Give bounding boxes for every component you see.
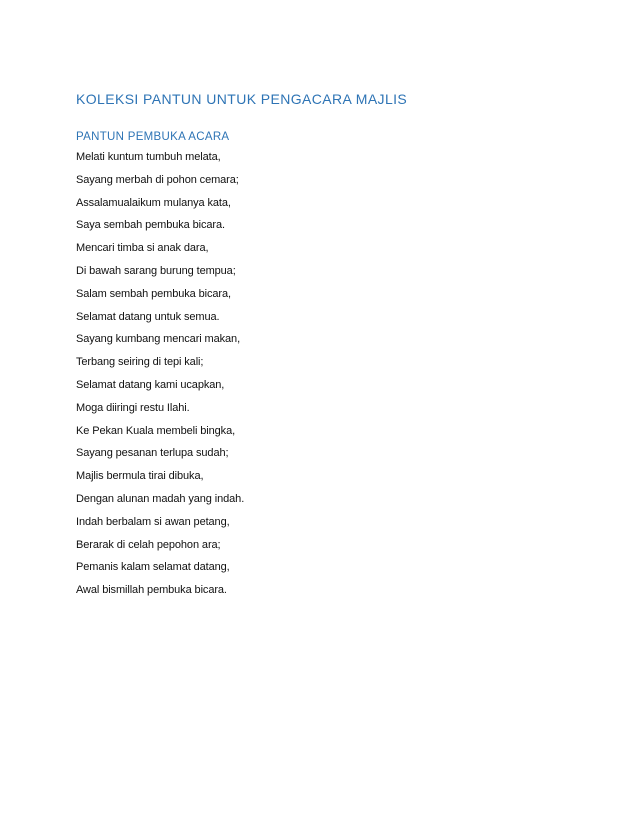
verse-line: Indah berbalam si awan petang, xyxy=(76,515,230,528)
pantun-verses xyxy=(76,146,244,602)
verse-line: Selamat datang kami ucapkan, xyxy=(76,378,225,391)
verse-line: Majlis bermula tirai dibuka, xyxy=(76,470,204,483)
section-title: PANTUN PEMBUKA ACARA xyxy=(76,131,230,143)
verse-line: Salam sembah pembuka bicara, xyxy=(76,287,231,300)
verse-line: Selamat datang untuk semua. xyxy=(76,310,220,323)
verse-line: Saya sembah pembuka bicara. xyxy=(76,219,225,232)
verse-line: Moga diiringi restu Ilahi. xyxy=(76,401,190,414)
verse-line: Sayang kumbang mencari makan, xyxy=(76,333,241,346)
verse-line: Sayang merbah di pohon cemara; xyxy=(76,173,239,186)
verse-line: Ke Pekan Kuala membeli bingka, xyxy=(76,424,236,437)
verse-line: Terbang seiring di tepi kali; xyxy=(76,356,204,369)
verse-line: Melati kuntum tumbuh melata, xyxy=(76,151,221,163)
verse-line: Mencari timba si anak dara, xyxy=(76,242,209,255)
verse-line: Di bawah sarang burung tempua; xyxy=(76,264,236,277)
document-title: KOLEKSI PANTUN UNTUK PENGACARA MAJLIS xyxy=(76,91,408,107)
verse-line: Pemanis kalam selamat datang, xyxy=(76,561,230,574)
verse-line: Sayang pesanan terlupa sudah; xyxy=(76,447,229,460)
verse-line: Dengan alunan madah yang indah. xyxy=(76,492,245,505)
verse-line: Berarak di celah pepohon ara; xyxy=(76,538,221,551)
verse-line: Assalamualaikum mulanya kata, xyxy=(76,196,231,209)
verse-line: Awal bismillah pembuka bicara. xyxy=(76,584,227,597)
